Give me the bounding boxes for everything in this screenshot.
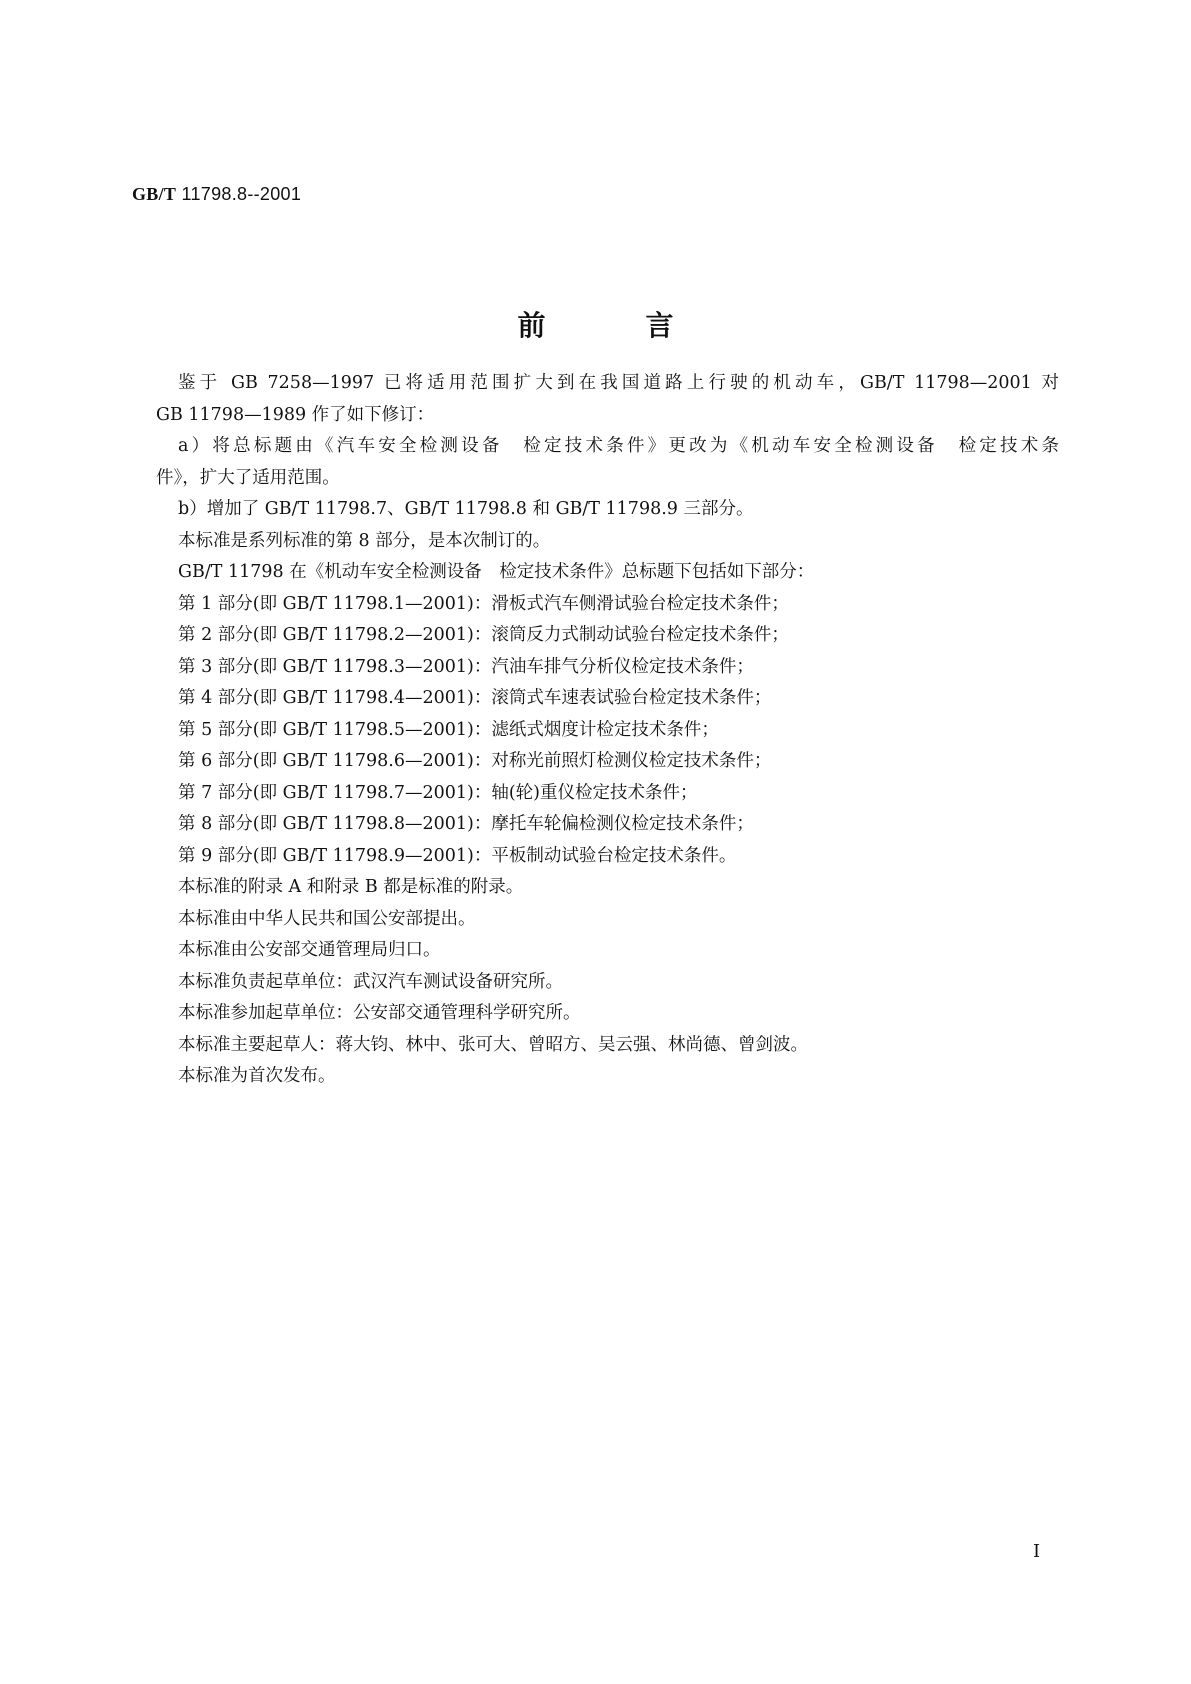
text-line: 第 7 部分(即 GB/T 11798.7—2001)：轴(轮)重仪检定技术条件； [178,782,698,803]
text-line: 本标准由中华人民共和国公安部提出。 [178,908,476,929]
text-line: 本标准主要起草人：蒋大钧、林中、张可大、曾昭方、吴云强、林尚德、曾剑波。 [178,1034,808,1055]
text-line: 第 1 部分(即 GB/T 11798.1—2001)：滑板式汽车侧滑试验台检定技术条件； [178,593,789,614]
text-line: GB 11798—1989 作了如下修订： [156,404,435,425]
text-line: 本标准由公安部交通管理局归口。 [178,940,441,960]
text-line: b）增加了 GB/T 11798.7、GB/T 11798.8 和 GB/T 11798.9 三部分。 [178,499,754,519]
standard-number: 11798.8--2001 [176,184,302,204]
text-line: 第 6 部分(即 GB/T 11798.6—2001)：对称光前照灯检测仪检定技术条件； [178,751,772,771]
text-line: GB/T 11798 在《机动车安全检测设备 检定技术条件》总标题下包括如下部分： [178,562,815,582]
text-line: 本标准负责起草单位：武汉汽车测试设备研究所。 [178,971,563,992]
text-line: 第 4 部分(即 GB/T 11798.4—2001)：滚筒式车速表试验台检定技术条件； [178,688,772,708]
text-line: 第 8 部分(即 GB/T 11798.8—2001)：摩托车轮偏检测仪检定技术条件； [178,814,754,834]
text-line: 本标准为首次发布。 [178,1066,336,1086]
foreword-body [156,368,1059,1093]
page-number: I [1033,1541,1041,1562]
text-line: 本标准的附录 A 和附录 B 都是标准的附录。 [178,877,524,897]
text-line: 鉴于 GB 7258—1997 已将适用范围扩大到在我国道路上行驶的机动车，GB/T 11798—2001 对 [178,373,1059,393]
text-line: 第 9 部分(即 GB/T 11798.9—2001)：平板制动试验台检定技术条件。 [178,845,737,866]
text-line: 件》，扩大了适用范围。 [156,467,340,488]
standard-prefix: GB/T [132,184,177,204]
text-line: 本标准参加起草单位：公安部交通管理科学研究所。 [178,1003,581,1023]
text-line: 第 2 部分(即 GB/T 11798.2—2001)：滚筒反力式制动试验台检定技术条件； [178,625,789,645]
text-line: 本标准是系列标准的第 8 部分，是本次制订的。 [178,530,551,551]
page-title: 前言 [517,309,774,342]
standard-number-header [132,184,301,205]
text-line: 第 5 部分(即 GB/T 11798.5—2001)：滤纸式烟度计检定技术条件； [178,719,719,740]
text-line: 第 3 部分(即 GB/T 11798.3—2001)：汽油车排气分析仪检定技术条件； [178,656,754,677]
text-line: a）将总标题由《汽车安全检测设备 检定技术条件》更改为《机动车安全检测设备 检定技术条 [178,436,1059,456]
